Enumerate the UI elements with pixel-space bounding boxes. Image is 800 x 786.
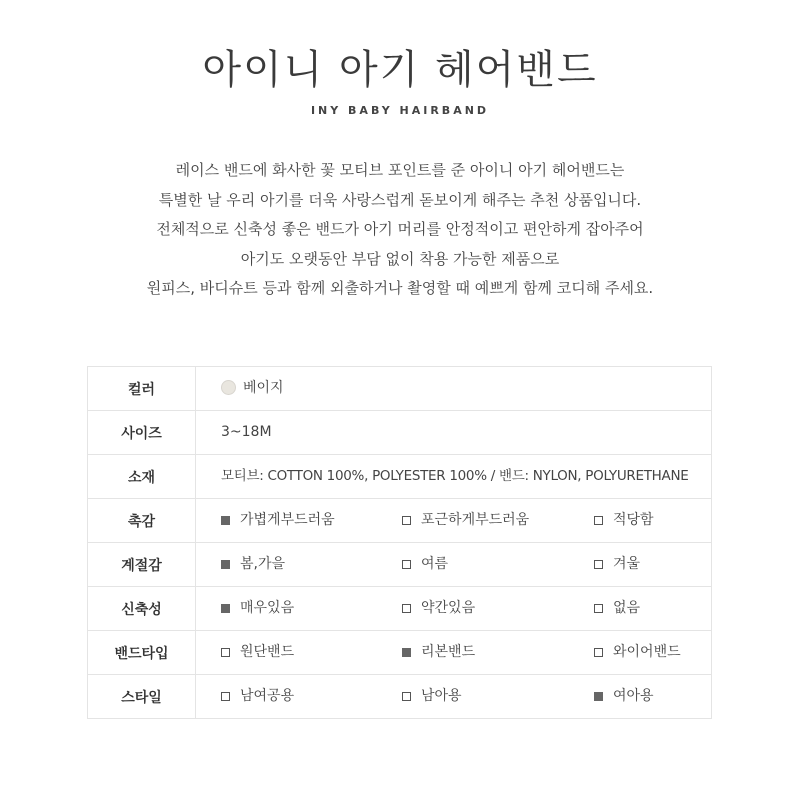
checked-box-icon [221,516,230,525]
description-line: 원피스, 바디슈트 등과 함께 외출하거나 촬영할 때 예쁘게 함께 코디해 주세요. [146,279,654,297]
option-item [594,587,640,630]
unchecked-box-icon [221,648,230,657]
option-label: 매우있음 [240,600,295,616]
option-label: 여아용 [613,688,654,704]
unchecked-box-icon [402,692,411,701]
description-line: 특별한 날 우리 아기를 더욱 사랑스럽게 돋보이게 해주는 추천 상품입니다. [158,190,642,209]
material-value: 모티브: COTTON 100%, POLYESTER 100% / 밴드: NYLON, POLYURETHANE [221,468,689,484]
option-label: 가볍게부드러움 [240,512,335,528]
unchecked-box-icon [594,516,603,525]
option-item [594,499,654,542]
option-label: 약간있음 [421,600,476,616]
spec-label: 사이즈 [88,411,196,455]
unchecked-box-icon [402,604,411,613]
option-label: 봄,가을 [240,556,286,572]
spec-row-option [88,587,712,631]
option-item [402,587,475,630]
product-description [0,156,800,304]
spec-label: 소재 [88,455,196,499]
page-title: 아이니 아기 헤어밴드 [202,47,598,93]
option-item [221,631,294,674]
spec-row-option [88,499,712,543]
option-label: 남아용 [421,688,462,704]
option-label: 와이어밴드 [613,644,681,660]
spec-value-cell [196,367,712,411]
color-value: 베이지 [243,380,284,396]
option-item [221,675,294,718]
spec-options-cell [196,543,712,587]
unchecked-box-icon [221,692,230,701]
spec-row-option [88,675,712,719]
description-line: 전체적으로 신축성 좋은 밴드가 아기 머리를 안정적이고 편안하게 잡아주어 [156,220,644,238]
option-item [221,543,285,586]
spec-row-option [88,631,712,675]
checked-box-icon [594,692,603,701]
color-swatch [221,380,236,395]
spec-row-material [88,455,712,499]
option-item [221,587,294,630]
unchecked-box-icon [594,604,603,613]
option-item [594,543,640,586]
description-line: 레이스 밴드에 화사한 꽃 모티브 포인트를 준 아이니 아기 헤어밴드는 [175,161,625,179]
option-item [594,631,681,674]
spec-label: 계절감 [88,543,196,587]
unchecked-box-icon [594,560,603,569]
unchecked-box-icon [402,516,411,525]
option-label: 남여공용 [240,688,295,704]
page-subtitle: INY BABY HAIRBAND [310,104,490,117]
spec-options-cell [196,631,712,675]
spec-label: 촉감 [88,499,196,543]
option-label: 여름 [421,556,449,572]
size-value: 3~18M [221,424,272,440]
checked-box-icon [402,648,411,657]
spec-options-cell [196,499,712,543]
spec-table [87,366,712,719]
spec-row-option [88,543,712,587]
option-label: 원단밴드 [240,644,295,660]
option-label: 리본밴드 [421,644,476,660]
checked-box-icon [221,560,230,569]
spec-options-cell [196,675,712,719]
spec-value-cell [196,455,712,499]
spec-label: 컬러 [88,367,196,411]
spec-row-color [88,367,712,411]
description-line: 아기도 오랫동안 부담 없이 착용 가능한 제품으로 [240,249,560,268]
option-item [402,675,462,718]
option-item [594,675,654,718]
spec-label: 밴드타입 [88,631,196,675]
option-item [402,543,448,586]
option-label: 없음 [613,600,641,616]
spec-options-cell [196,587,712,631]
unchecked-box-icon [594,648,603,657]
checked-box-icon [221,604,230,613]
spec-label: 스타일 [88,675,196,719]
option-label: 적당함 [613,512,654,528]
option-label: 포근하게부드러움 [421,512,530,528]
spec-row-size [88,411,712,455]
option-item [402,499,529,542]
spec-label: 신축성 [88,587,196,631]
option-item [221,499,335,542]
option-label: 겨울 [613,556,641,572]
spec-value-cell [196,411,712,455]
option-item [402,631,475,674]
unchecked-box-icon [402,560,411,569]
